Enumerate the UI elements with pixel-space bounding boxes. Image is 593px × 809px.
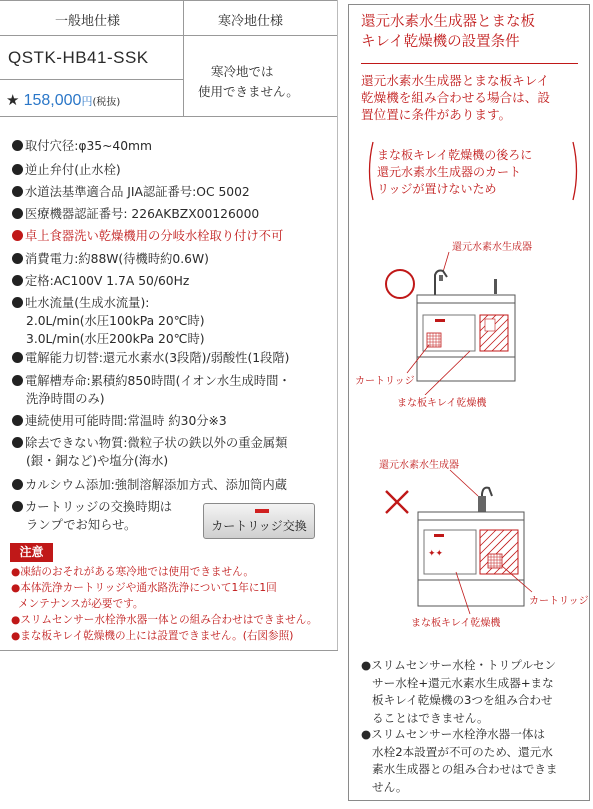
price-tax-note: (税抜) bbox=[92, 97, 121, 108]
feature-item: 電解能力切替:還元水素水(3段階)/弱酸性(1段階) bbox=[12, 349, 289, 367]
caution-item: メンテナンスが必要です。 bbox=[18, 598, 144, 610]
feature-item-warning: 卓上食器洗い乾燥機用の分岐水栓取り付け不可 bbox=[12, 227, 283, 245]
table-model-rule bbox=[0, 79, 183, 80]
svg-text:✦✦: ✦✦ bbox=[428, 549, 444, 559]
label-dryer-ng: まな板キレイ乾燥機 bbox=[411, 618, 501, 629]
diagram-ok-illustration bbox=[395, 245, 535, 395]
right-bracket-icon bbox=[571, 140, 581, 202]
cartridge-replace-lamp bbox=[203, 503, 315, 539]
price-value: 158,000 bbox=[23, 92, 82, 109]
label-cartridge-ok: カートリッジ bbox=[355, 376, 415, 387]
left-bracket-icon bbox=[365, 140, 375, 202]
feature-item: 定格:AC100V 1.7A 50/60Hz bbox=[12, 272, 189, 290]
label-dryer-ok: まな板キレイ乾燥機 bbox=[397, 398, 487, 409]
label-generator: 還元水素水生成器 bbox=[452, 242, 532, 253]
caution-item: ●まな板キレイ乾燥機の上には設置できません。(右図参照) bbox=[11, 630, 294, 642]
feature-item: 逆止弁付(止水栓) bbox=[12, 161, 121, 179]
feature-item: 医療機器認証番号: 226AKBZX00126000 bbox=[12, 205, 259, 223]
feature-item: 水道法基準適合品 JIA認証番号:OC 5002 bbox=[12, 183, 250, 201]
caution-badge: 注意 bbox=[10, 543, 53, 562]
price bbox=[6, 91, 120, 110]
column-cold-header: 寒冷地仕様 bbox=[218, 14, 284, 29]
panel-title-rule bbox=[361, 63, 578, 64]
table-column-divider bbox=[183, 0, 184, 116]
label-generator-ng: 還元水素水生成器 bbox=[379, 460, 459, 471]
feature-item: 除去できない物質:微粒子状の鉄以外の重金属類 (銀・銅など)や塩分(海水) bbox=[12, 434, 287, 470]
column-general-header: 一般地仕様 bbox=[55, 14, 121, 29]
star-icon: ★ bbox=[6, 91, 20, 109]
lamp-indicator-icon bbox=[255, 509, 269, 513]
ng-cross-icon bbox=[383, 488, 413, 518]
table-top-rule bbox=[0, 0, 337, 1]
left-bottom-rule bbox=[0, 650, 338, 651]
spec-table bbox=[0, 0, 337, 117]
feature-item: 取付穴径:φ35~40mm bbox=[12, 137, 152, 155]
panel-intro: 還元水素水生成器とまな板キレイ 乾燥機を組み合わせる場合は、設 置位置に条件があります。 bbox=[361, 73, 550, 122]
caution-item: ●凍結のおそれがある寒冷地では使用できません。 bbox=[11, 566, 254, 578]
caution-item: ●スリムセンサー水栓浄水器一体との組み合わせはできません。 bbox=[11, 614, 318, 626]
feature-item: カルシウム添加:強制溶解添加方式、添加筒内蔵 bbox=[12, 476, 287, 494]
panel-warning: まな板キレイ乾燥機の後ろに 還元水素水生成器のカート リッジが置けないため bbox=[377, 148, 533, 196]
cartridge-replace-label: カートリッジ交換 bbox=[211, 519, 307, 533]
model-number: QSTK-HB41-SSK bbox=[8, 48, 149, 67]
feature-item: 電解槽寿命:累積約850時間(イオン水生成時間・ 洗浄時間のみ) bbox=[12, 372, 291, 408]
cold-region-note: 寒冷地では 使用できません。 bbox=[198, 64, 299, 99]
feature-item: 消費電力:約88W(待機時約0.6W) bbox=[12, 250, 209, 268]
panel-note-2: ●スリムセンサー水栓浄水器一体は 水栓2本設置が不可のため、還元水 素水生成器との組み合わせはできま せん。 bbox=[361, 727, 558, 794]
price-unit: 円 bbox=[81, 95, 93, 108]
panel-note-1: ●スリムセンサー水栓・トリプルセン サー水栓+還元水素水生成器+まな 板キレイ乾燥機の3つを組み合わせ ることはできません。 bbox=[361, 658, 557, 725]
feature-item: 連続使用可能時間:常温時 約30分※3 bbox=[12, 412, 227, 430]
feature-item: カートリッジの交換時期は ランプでお知らせ。 bbox=[12, 498, 172, 534]
left-column-divider bbox=[337, 0, 338, 650]
feature-item: 吐水流量(生成水流量): 2.0L/min(水圧100kPa 20℃時) 3.0L/min(水圧200kPa 20℃時) bbox=[12, 294, 205, 348]
caution-item: ●本体洗浄カートリッジや通水路洗浄について1年に1回 bbox=[11, 582, 277, 594]
label-cartridge-ng: カートリッジ bbox=[529, 596, 589, 607]
table-header-rule bbox=[0, 35, 337, 36]
panel-title: 還元水素水生成器とまな板 キレイ乾燥機の設置条件 bbox=[361, 14, 535, 50]
